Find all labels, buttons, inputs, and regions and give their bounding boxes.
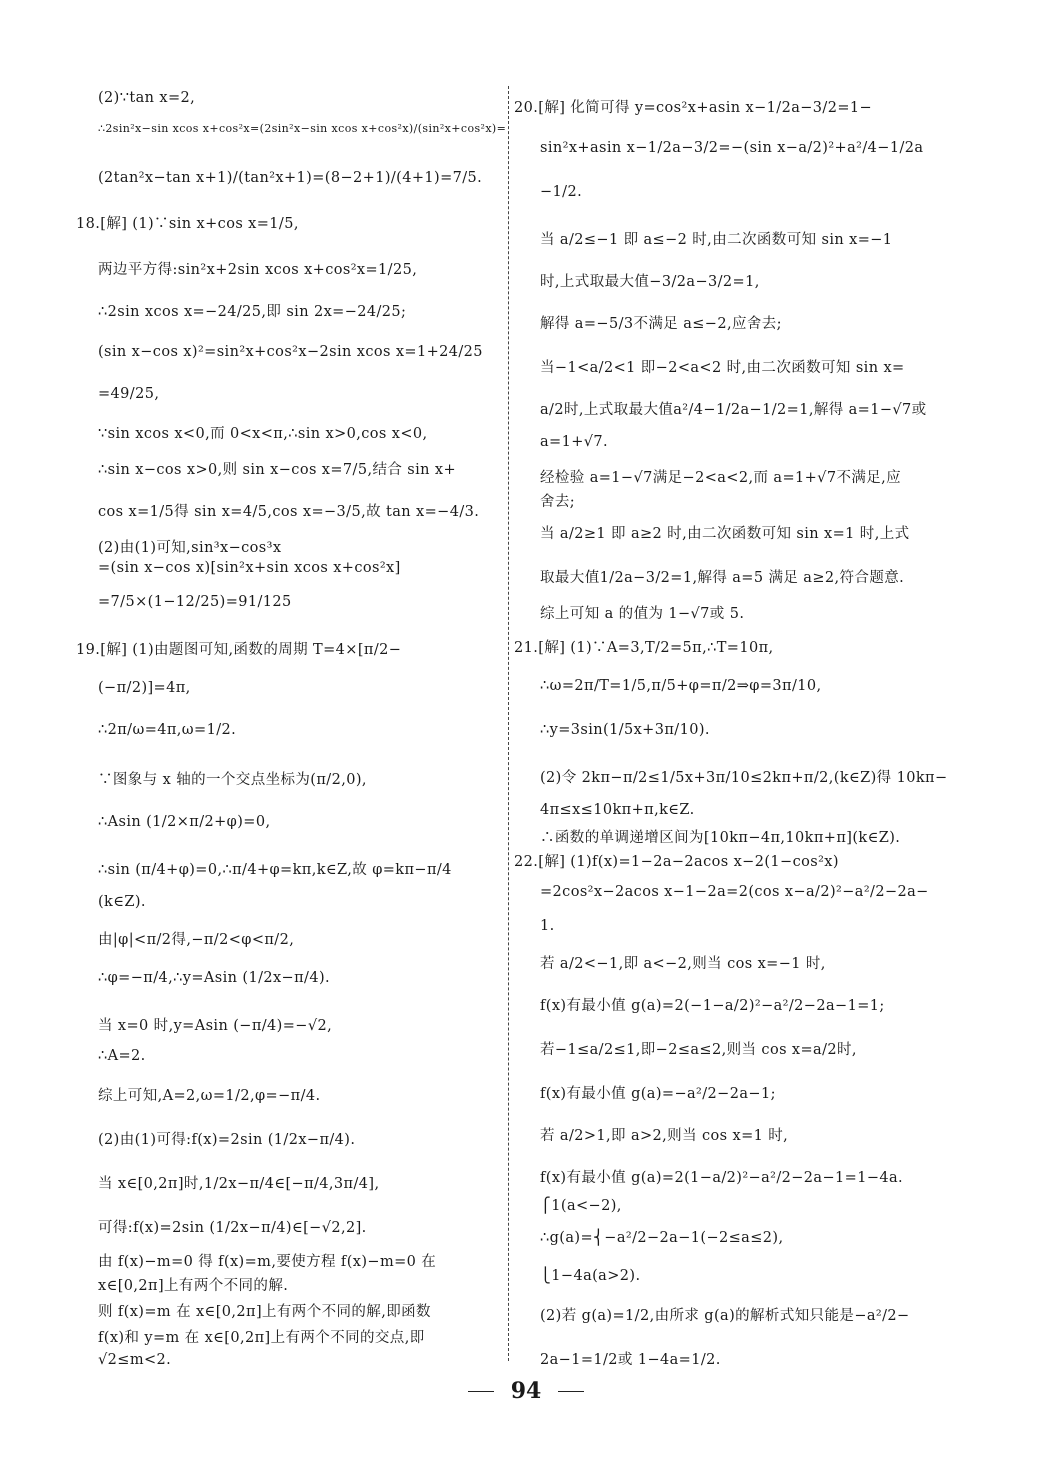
solution-line: =(sin x−cos x)[sin²x+sin xcos x+cos²x] (98, 560, 401, 576)
solution-line: 1. (540, 918, 555, 934)
solution-line: 可得:f(x)=2sin (1/2x−π/4)∈[−√2,2]. (98, 1220, 367, 1236)
solution-line: 则 f(x)=m 在 x∈[0,2π]上有两个不同的解,即函数 (98, 1304, 431, 1320)
solution-line: ∴2sin²x−sin xcos x+cos²x=(2sin²x−sin xcos x+cos²x)/(sin²x+cos²x)= (98, 122, 507, 135)
column-divider (508, 86, 509, 1361)
solution-line: −1/2. (540, 184, 583, 200)
solution-line: 若−1≤a/2≤1,即−2≤a≤2,则当 cos x=a/2时, (540, 1042, 857, 1058)
solution-line: f(x)有最小值 g(a)=2(−1−a/2)²−a²/2−2a−1=1; (540, 998, 885, 1014)
solution-line: ∴y=3sin(1/5x+3π/10). (540, 722, 710, 738)
solution-line: =2cos²x−2acos x−1−2a=2(cos x−a/2)²−a²/2−2a− (540, 884, 929, 900)
solution-line: a=1+√7. (540, 434, 609, 450)
solution-line: (2tan²x−tan x+1)/(tan²x+1)=(8−2+1)/(4+1)=7/5. (98, 170, 483, 186)
footer-dash-left (468, 1391, 494, 1392)
solution-line: 由 f(x)−m=0 得 f(x)=m,要使方程 f(x)−m=0 在 (98, 1254, 437, 1270)
solution-line: f(x)有最小值 g(a)=−a²/2−2a−1; (540, 1086, 776, 1102)
solution-line: 若 a/2<−1,即 a<−2,则当 cos x=−1 时, (540, 956, 826, 972)
solution-line: ∵图象与 x 轴的一个交点坐标为(π/2,0), (98, 772, 367, 788)
solution-line: ∴A=2. (98, 1048, 146, 1064)
solution-line: a/2时,上式取最大值a²/4−1/2a−1/2=1,解得 a=1−√7或 (540, 402, 927, 418)
solution-line: 当 a/2≤−1 即 a≤−2 时,由二次函数可知 sin x=−1 (540, 232, 893, 248)
solution-line: 两边平方得:sin²x+2sin xcos x+cos²x=1/25, (98, 262, 418, 278)
solution-line: cos x=1/5得 sin x=4/5,cos x=−3/5,故 tan x=−4/3. (98, 504, 480, 520)
solution-line: (2)由(1)可知,sin³x−cos³x (98, 540, 282, 556)
question-heading-line: 20.[解] 化简可得 y=cos²x+asin x−1/2a−3/2=1− (514, 100, 873, 116)
solution-line: 解得 a=−5/3不满足 a≤−2,应舍去; (540, 316, 782, 332)
solution-line: ∴2sin xcos x=−24/25,即 sin 2x=−24/25; (98, 304, 407, 320)
solution-line: 时,上式取最大值−3/2a−3/2=1, (540, 274, 760, 290)
footer-dash-right (558, 1391, 584, 1392)
solution-line: ∴ω=2π/T=1/5,π/5+φ=π/2⇒φ=3π/10, (540, 678, 822, 694)
solution-line: 4π≤x≤10kπ+π,k∈Z. (540, 802, 695, 818)
solution-line: ⎩1−4a(a>2). (540, 1268, 641, 1284)
solution-line: (sin x−cos x)²=sin²x+cos²x−2sin xcos x=1+24/25 (98, 344, 483, 360)
solution-line: 当 x=0 时,y=Asin (−π/4)=−√2, (98, 1018, 333, 1034)
solution-line: 当 a/2≥1 即 a≥2 时,由二次函数可知 sin x=1 时,上式 (540, 526, 910, 542)
solution-line: f(x)有最小值 g(a)=2(1−a/2)²−a²/2−2a−1=1−4a. (540, 1170, 904, 1186)
solution-line: (2)∵tan x=2, (98, 90, 196, 106)
solution-line: ∴φ=−π/4,∴y=Asin (1/2x−π/4). (98, 970, 331, 986)
solution-line: ∴函数的单调递增区间为[10kπ−4π,10kπ+π](k∈Z). (540, 830, 901, 846)
solution-line: 取最大值1/2a−3/2=1,解得 a=5 满足 a≥2,符合题意. (540, 570, 905, 586)
solution-line: (2)若 g(a)=1/2,由所求 g(a)的解析式知只能是−a²/2− (540, 1308, 910, 1324)
solution-line: f(x)和 y=m 在 x∈[0,2π]上有两个不同的交点,即 (98, 1330, 425, 1346)
solution-line: 2a−1=1/2或 1−4a=1/2. (540, 1352, 721, 1368)
solution-line: (2)由(1)可得:f(x)=2sin (1/2x−π/4). (98, 1132, 356, 1148)
solution-line: √2≤m<2. (98, 1352, 172, 1368)
solution-line: 综上可知,A=2,ω=1/2,φ=−π/4. (98, 1088, 321, 1104)
solution-line: (2)令 2kπ−π/2≤1/5x+3π/10≤2kπ+π/2,(k∈Z)得 10kπ− (540, 770, 948, 786)
solution-line: (k∈Z). (98, 894, 146, 910)
solution-line: ∴sin x−cos x>0,则 sin x−cos x=7/5,结合 sin x+ (98, 462, 457, 478)
page-number: 94 (510, 1378, 542, 1404)
solution-line: (−π/2)]=4π, (98, 680, 191, 696)
question-heading-line: 18.[解] (1)∵sin x+cos x=1/5, (76, 216, 299, 232)
solution-line: =7/5×(1−12/25)=91/125 (98, 594, 292, 610)
solution-line: x∈[0,2π]上有两个不同的解. (98, 1278, 289, 1294)
solution-line: ∵sin xcos x<0,而 0<x<π,∴sin x>0,cos x<0, (98, 426, 428, 442)
solution-line: sin²x+asin x−1/2a−3/2=−(sin x−a/2)²+a²/4−1/2a (540, 140, 924, 156)
question-heading-line: 21.[解] (1)∵A=3,T/2=5π,∴T=10π, (514, 640, 774, 656)
solution-line: ∴Asin (1/2×π/2+φ)=0, (98, 814, 271, 830)
page-footer (0, 1378, 1052, 1404)
solution-line: 经检验 a=1−√7满足−2<a<2,而 a=1+√7不满足,应 (540, 470, 902, 486)
solution-line: ∴2π/ω=4π,ω=1/2. (98, 722, 237, 738)
solution-line: 当−1<a/2<1 即−2<a<2 时,由二次函数可知 sin x= (540, 360, 905, 376)
solution-line: 若 a/2>1,即 a>2,则当 cos x=1 时, (540, 1128, 789, 1144)
solution-line: 舍去; (540, 494, 576, 510)
solution-line: ⎧1(a<−2), (540, 1198, 622, 1214)
solution-line: ∴g(a)=⎨−a²/2−2a−1(−2≤a≤2), (540, 1230, 784, 1246)
solution-line: 综上可知 a 的值为 1−√7或 5. (540, 606, 745, 622)
solution-line: ∴sin (π/4+φ)=0,∴π/4+φ=kπ,k∈Z,故 φ=kπ−π/4 (98, 862, 452, 878)
question-heading-line: 19.[解] (1)由题图可知,函数的周期 T=4×[π/2− (76, 642, 402, 658)
question-heading-line: 22.[解] (1)f(x)=1−2a−2acos x−2(1−cos²x) (514, 854, 839, 870)
solution-line: 由|φ|<π/2得,−π/2<φ<π/2, (98, 932, 295, 948)
solution-line: 当 x∈[0,2π]时,1/2x−π/4∈[−π/4,3π/4], (98, 1176, 380, 1192)
solution-line: =49/25, (98, 386, 160, 402)
